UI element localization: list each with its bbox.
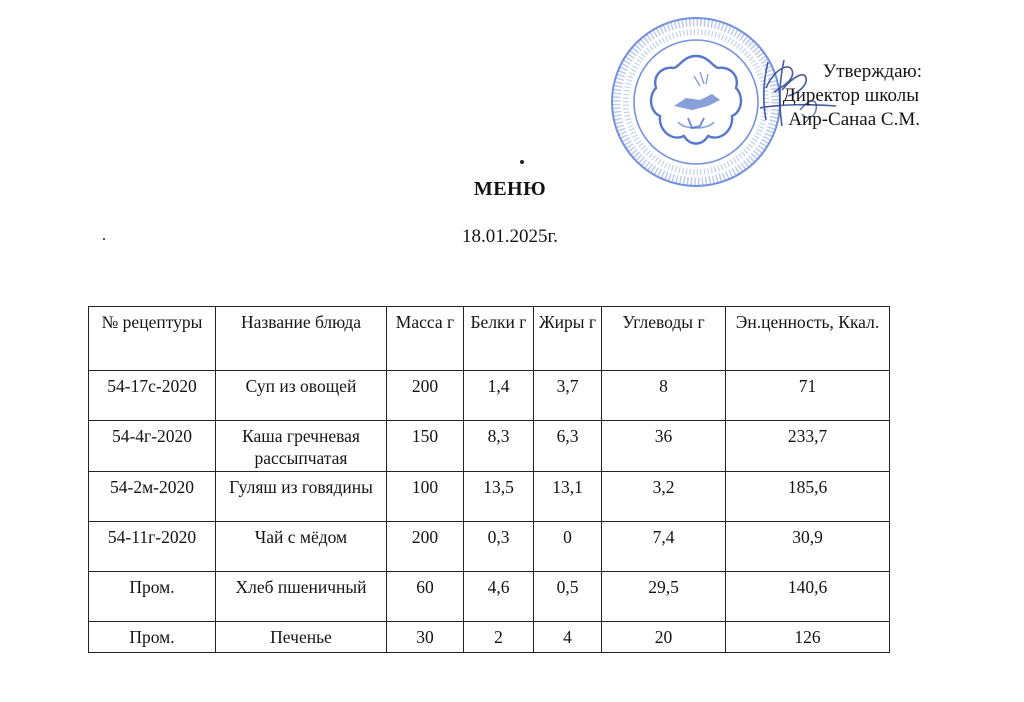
cell-proteins: 1,4: [464, 371, 534, 421]
table-row: [89, 522, 890, 572]
cell-dish-name: Гуляш из говядины: [216, 472, 387, 522]
cell-dish-name: Печенье: [216, 622, 387, 653]
page-title: МЕНЮ: [473, 178, 547, 200]
header-energy-value: Эн.ценность, Ккал.: [726, 307, 890, 371]
table-row: [89, 472, 890, 522]
menu-date: 18.01.2025г.: [462, 226, 558, 247]
cell-carbohydrates: 20: [602, 622, 726, 653]
header-recipe-number: № рецептуры: [89, 307, 216, 371]
cell-mass: 150: [387, 421, 464, 472]
cell-fats: 13,1: [534, 472, 602, 522]
cell-dish-name: Суп из овощей: [216, 371, 387, 421]
cell-mass: 100: [387, 472, 464, 522]
cell-dish-name: Каша гречневая рассыпчатая: [216, 421, 387, 472]
cell-carbohydrates: 36: [602, 421, 726, 472]
approval-position: Директор школы: [782, 85, 919, 106]
cell-mass: 60: [387, 572, 464, 622]
approval-block: [770, 60, 1020, 132]
cell-dish-name: Чай с мёдом: [216, 522, 387, 572]
header-carbohydrates: Углеводы г: [602, 307, 726, 371]
table-row: [89, 371, 890, 421]
cell-fats: 6,3: [534, 421, 602, 472]
cell-energy-value: 71: [726, 371, 890, 421]
cell-mass: 200: [387, 522, 464, 572]
table-header-row: [89, 307, 890, 371]
header-proteins: Белки г: [464, 307, 534, 371]
cell-carbohydrates: 29,5: [602, 572, 726, 622]
cell-mass: 30: [387, 622, 464, 653]
cell-recipe-number: 54-17с-2020: [89, 371, 216, 421]
cell-mass: 200: [387, 371, 464, 421]
cell-energy-value: 185,6: [726, 472, 890, 522]
cell-dish-name: Хлеб пшеничный: [216, 572, 387, 622]
cell-energy-value: 30,9: [726, 522, 890, 572]
table-row: [89, 572, 890, 622]
header-mass: Масса г: [387, 307, 464, 371]
cell-energy-value: 233,7: [726, 421, 890, 472]
stray-dot: [520, 160, 524, 164]
cell-proteins: 0,3: [464, 522, 534, 572]
cell-energy-value: 126: [726, 622, 890, 653]
cell-energy-value: 140,6: [726, 572, 890, 622]
cell-recipe-number: Пром.: [89, 572, 216, 622]
cell-fats: 0: [534, 522, 602, 572]
approval-name: Аир-Санаа С.М.: [788, 109, 920, 130]
table-row: [89, 421, 890, 472]
cell-recipe-number: 54-11г-2020: [89, 522, 216, 572]
cell-carbohydrates: 8: [602, 371, 726, 421]
approval-heading: Утверждаю:: [822, 61, 922, 82]
table-row: [89, 622, 890, 653]
cell-proteins: 2: [464, 622, 534, 653]
cell-carbohydrates: 3,2: [602, 472, 726, 522]
cell-recipe-number: 54-4г-2020: [89, 421, 216, 472]
cell-recipe-number: Пром.: [89, 622, 216, 653]
cell-fats: 3,7: [534, 371, 602, 421]
cell-fats: 0,5: [534, 572, 602, 622]
cell-carbohydrates: 7,4: [602, 522, 726, 572]
cell-fats: 4: [534, 622, 602, 653]
cell-proteins: 8,3: [464, 421, 534, 472]
menu-table: [88, 306, 890, 653]
cell-recipe-number: 54-2м-2020: [89, 472, 216, 522]
header-dish-name: Название блюда: [216, 307, 387, 371]
cell-proteins: 13,5: [464, 472, 534, 522]
cell-proteins: 4,6: [464, 572, 534, 622]
header-fats: Жиры г: [534, 307, 602, 371]
